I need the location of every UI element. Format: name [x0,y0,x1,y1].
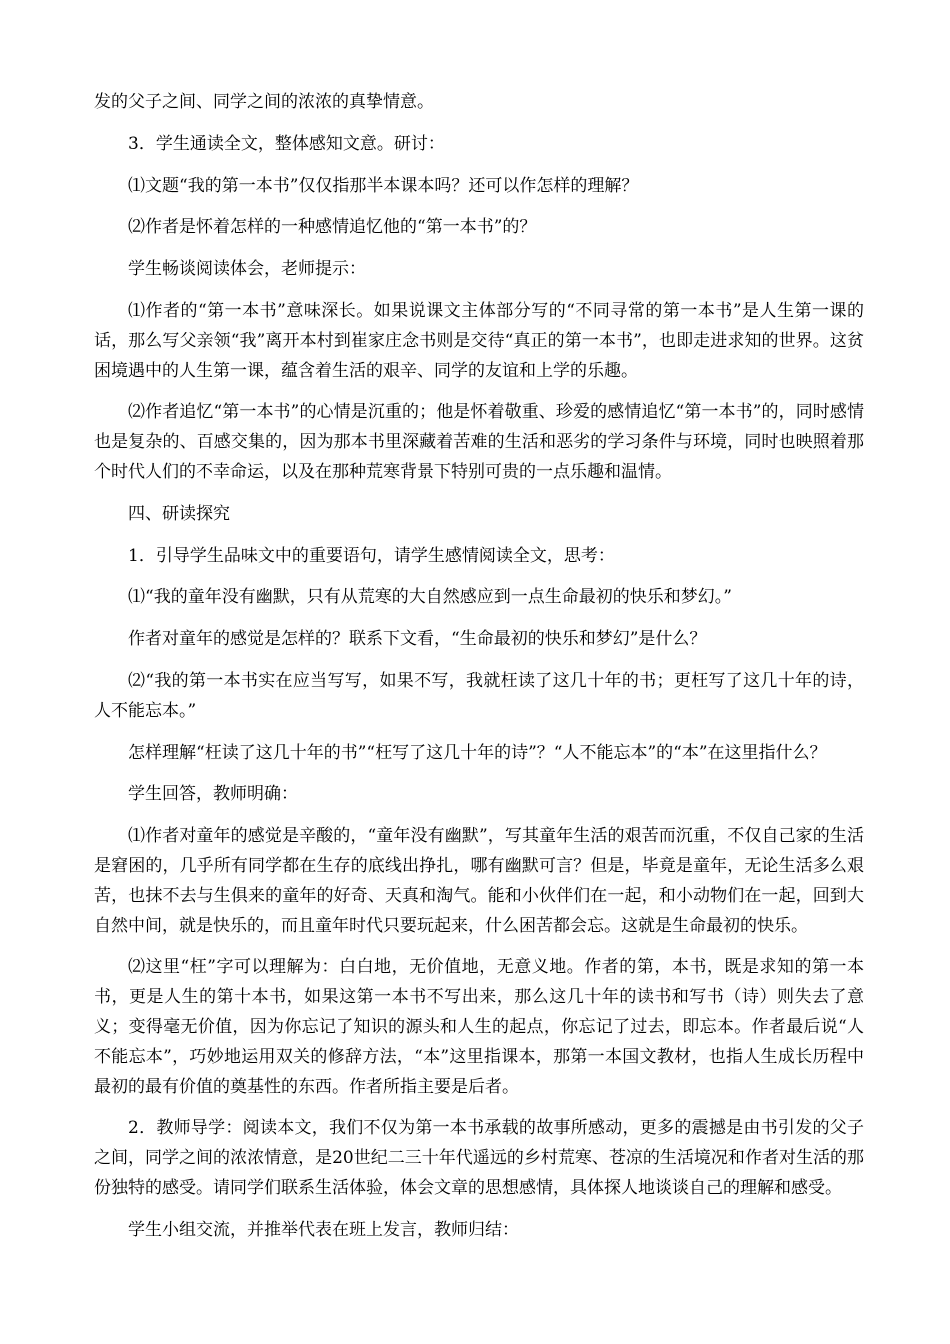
document-body [94,88,864,1258]
paragraph-answer-2: ⑵作者追忆“第一本书”的心情是沉重的；他是怀着敬重、珍爱的感情追忆“第一本书”的，同时感情也是复杂的、百感交集的，因为那本书里深藏着苦难的生活和恶劣的学习条件与环境，同时也映照着那个时代人们的不幸命运，以及在那种荒寒背景下特别可贵的一点乐趣和温情。 [94,402,864,482]
paragraph-student-answer: 学生回答，教师明确： [128,784,298,805]
paragraph-group-discussion: 学生小组交流，并推举代表在班上发言，教师归结： [128,1219,519,1240]
paragraph-question-2: ⑵作者是怀着怎样的一种感情追忆他的“第一本书”的？ [128,217,537,238]
paragraph-guide-1: 1．引导学生品味文中的重要语句，请学生感情阅读全文，思考： [128,545,615,566]
paragraph-quote-2: ⑵“我的第一本书实在应当写写，如果不写，我就枉读了这几十年的书；更枉写了这几十年的诗，人不能忘本。” [94,670,864,721]
paragraph-continuation: 发的父子之间、同学之间的浓浓的真挚情意。 [94,92,434,112]
section-heading-research: 四、研读探究 [128,503,230,524]
paragraph-clarify-1: ⑴作者对童年的感觉是辛酸的，“童年没有幽默”，写其童年生活的艰苦而沉重，不仅自己家的生活是窘困的，几乎所有同学都在生存的底线出挣扎，哪有幽默可言？但是，毕竟是童年，无论生活多么艰苦，也抹不去与生俱来的童年的好奇、天真和淘气。能和小伙伴们在一起，和小动物们在一起，回到大自然中间，就是快乐的，而且童年时代只要玩起来，什么困苦都会忘。这就是生命最初的快乐。 [94,826,864,936]
paragraph-guide-2: 2．教师导学：阅读本文，我们不仅为第一本书承载的故事所感动，更多的震撼是由书引发的父子之间，同学之间的浓浓情意，是20世纪二三十年代遥远的乡村荒寒、苍凉的生活境况和作者对生活的那份独特的感受。请同学们联系生活体验，体会文章的思想感情，具体探人地谈谈自己的理解和感受。 [94,1118,864,1198]
paragraph-teacher-hint: 学生畅谈阅读体会，老师提示： [128,259,366,280]
paragraph-question-1: ⑴文题“我的第一本书”仅仅指那半本课本吗？还可以作怎样的理解？ [128,175,639,196]
paragraph-clarify-2: ⑵这里“枉”字可以理解为：白白地，无价值地，无意义地。作者的第，本书，既是求知的第一本书，更是人生的第十本书，如果这第一本书不写出来，那么这几十年的读书和写书（诗）则失去了意义；变得毫无价值，因为你忘记了知识的源头和人生的起点，你忘记了过去，即忘本。作者最后说“人不能忘本”，巧妙地运用双关的修辞方法，“本”这里指课本，那第一本国文教材，也指人生成长历程中最初的最有价值的奠基性的东西。作者所指主要是后者。 [94,957,864,1097]
paragraph-quote-1: ⑴“我的童年没有幽默，只有从荒寒的大自然感应到一点生命最初的快乐和梦幻。” [128,587,732,608]
paragraph-quote-1-question: 作者对童年的感觉是怎样的？联系下文看，“生命最初的快乐和梦幻”是什么？ [128,629,707,650]
paragraph-step-3: 3．学生通读全文，整体感知文意。研讨： [128,133,445,154]
paragraph-answer-1: ⑴作者的“第一本书”意味深长。如果说课文主体部分写的“不同寻常的第一本书”是人生第一课的话，那么写父亲领“我”离开本村到崔家庄念书则是交待“真正的第一本书”，也即走进求知的世界。这贫困境遇中的人生第一课，蕴含着生活的艰辛、同学的友谊和上学的乐趣。 [94,300,864,381]
paragraph-quote-2-question: 怎样理解“枉读了这几十年的书”“枉写了这几十年的诗”？“人不能忘本”的“本”在这里指什么？ [128,742,827,763]
